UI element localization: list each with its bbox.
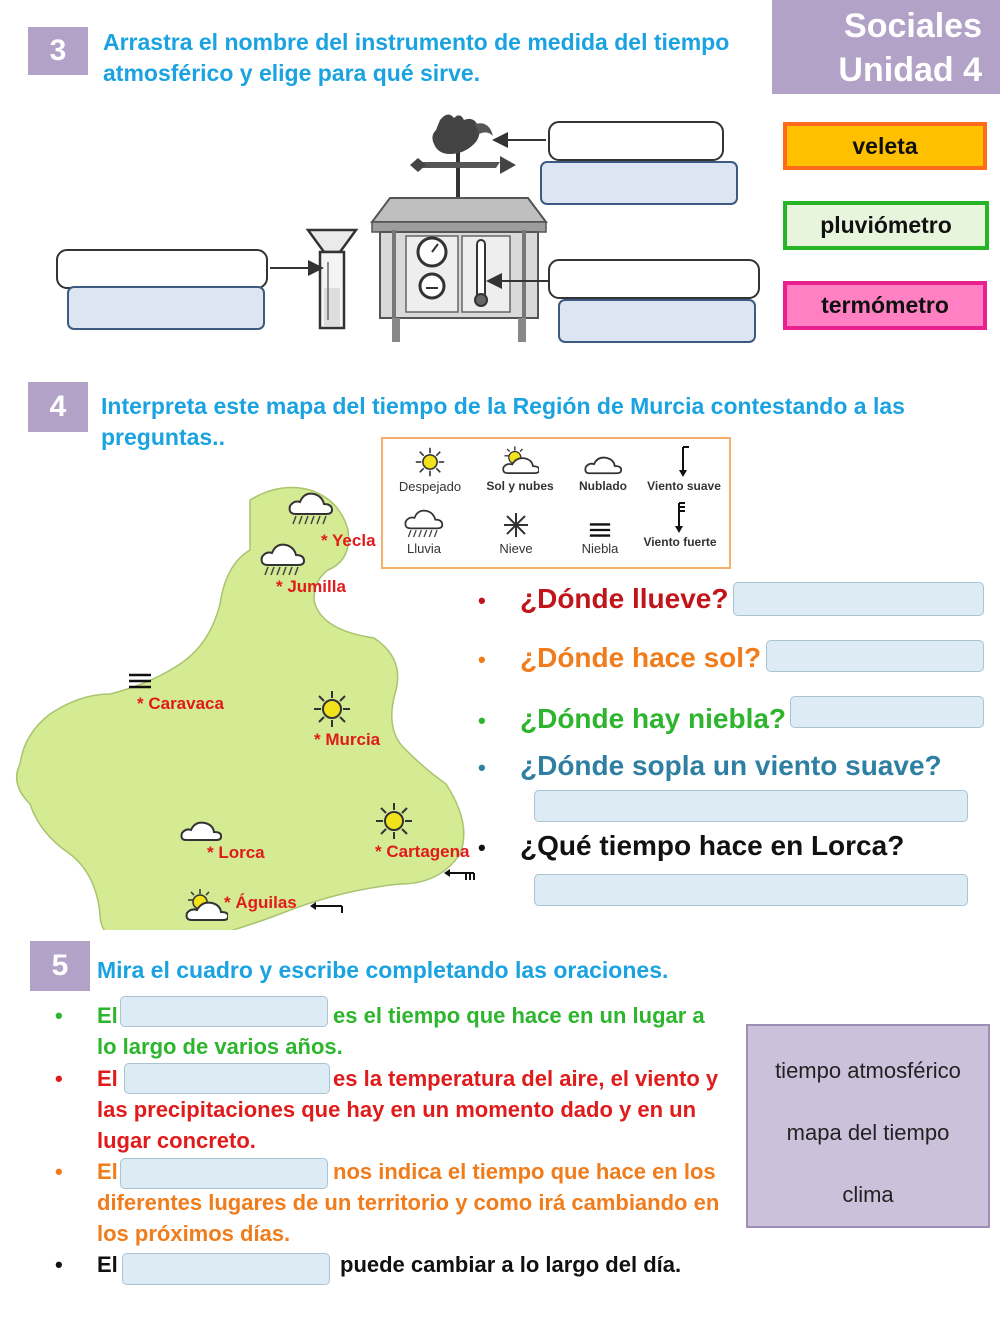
question-text: ¿Dónde sopla un viento suave? [520, 750, 942, 781]
sentence-line1: es el tiempo que hace en un lugar a [333, 1003, 705, 1028]
section-3-title: Arrastra el nombre del instrumento de medida del tiempo atmosférico y elige para qué sirve. [103, 29, 730, 86]
wind-soft-icon [677, 445, 691, 477]
city-label-murcia: * Murcia [314, 730, 381, 749]
drag-word-pluviometro[interactable]: pluviómetro [783, 201, 989, 250]
cloud-icon [584, 455, 622, 477]
word-bank [746, 1024, 990, 1228]
legend-label: Nublado [579, 479, 627, 493]
bullet: • [478, 834, 486, 860]
city-label-yecla: * Yecla [321, 531, 376, 550]
wind-soft-icon [310, 899, 344, 915]
wind-strong-icon [444, 866, 476, 882]
sentence-line3: los próximos días. [97, 1221, 291, 1246]
bullet: • [55, 1159, 63, 1184]
legend-item-nublado [558, 445, 648, 493]
drag-word-veleta[interactable]: veleta [783, 122, 987, 170]
question-text: ¿Dónde hace sol? [520, 642, 762, 673]
sun-icon [375, 802, 413, 840]
drop-zone-weathervane-purpose[interactable] [540, 161, 738, 205]
question-rain [478, 583, 728, 615]
unit-title: Unidad 4 [838, 51, 982, 89]
city-label-caravaca: * Caravaca [137, 694, 224, 713]
section-5-badge: 5 [30, 941, 90, 991]
legend-label: Despejado [398, 479, 462, 494]
drop-zone-raingauge-name[interactable] [56, 249, 268, 289]
sun-cloud-icon [184, 888, 228, 924]
legend-label: Viento fuerte [643, 535, 717, 549]
answer-input-lorca[interactable] [534, 874, 968, 906]
drop-zone-thermometer-purpose[interactable] [558, 299, 756, 343]
sun-icon [313, 690, 351, 728]
rain-icon [260, 543, 306, 577]
sun-cloud-icon [501, 445, 539, 477]
bullet: • [55, 1252, 63, 1277]
sentence-line2: diferentes lugares de un territorio y como irá cambiando en [97, 1190, 720, 1215]
sentence-line1: es la temperatura del aire, el viento y [333, 1066, 719, 1091]
legend-item-lluvia [379, 507, 469, 556]
drag-word-termometro[interactable]: termómetro [783, 281, 987, 330]
legend-label: Viento suave [647, 479, 721, 493]
legend-label: Nieve [499, 541, 533, 556]
answer-input-soft-wind[interactable] [534, 790, 968, 822]
city-label-aguilas: * Águilas [224, 893, 297, 912]
drop-zone-raingauge-purpose[interactable] [67, 286, 265, 330]
answer-input-rain[interactable] [733, 582, 984, 616]
drop-zone-weathervane-name[interactable] [548, 121, 724, 161]
bullet: • [55, 1066, 63, 1091]
answer-input-sun[interactable] [766, 640, 984, 672]
word-bank-item: mapa del tiempo [786, 1120, 950, 1145]
question-soft-wind [478, 750, 942, 782]
legend-item-viento-fuerte [635, 501, 725, 549]
rain-icon [404, 509, 444, 539]
city-label-cartagena: * Cartagena [375, 842, 470, 861]
city-label-jumilla: * Jumilla [276, 577, 346, 596]
sentence-line1: puede cambiar a lo largo del día. [340, 1252, 682, 1277]
bullet: • [478, 646, 486, 672]
subject-title: Sociales [844, 7, 982, 45]
word-bank-item: tiempo atmosférico [775, 1058, 961, 1083]
rain-icon [288, 492, 334, 526]
blank-input-1[interactable] [120, 996, 328, 1027]
sentence-pre: El [97, 1066, 118, 1091]
legend-label: Lluvia [407, 541, 441, 556]
legend-item-sol-y-nubes [475, 445, 565, 493]
word-bank-item: clima [842, 1182, 894, 1207]
weather-legend [381, 437, 731, 569]
section-4-title: Interpreta este mapa del tiempo de la Región de Murcia contestando a las preguntas.. [101, 393, 905, 450]
question-lorca [478, 830, 904, 862]
snow-icon [502, 511, 530, 539]
blank-input-2[interactable] [124, 1063, 330, 1094]
sentence-pre: El [97, 1252, 118, 1277]
blank-input-4[interactable] [122, 1253, 330, 1285]
bullet: • [478, 754, 486, 780]
legend-item-niebla [555, 507, 645, 556]
fog-icon [127, 672, 153, 690]
bullet: • [55, 1003, 63, 1028]
sentence-pre: El [97, 1159, 118, 1184]
section-4-badge: 4 [28, 382, 88, 432]
drop-zone-thermometer-name[interactable] [548, 259, 760, 299]
question-text: ¿Qué tiempo hace en Lorca? [520, 830, 905, 861]
legend-item-viento-suave [639, 445, 729, 493]
bullet: • [478, 587, 486, 613]
sentence-line2: las precipitaciones que hay en un momento dado y en un [97, 1097, 697, 1122]
sentence-line2: lo largo de varios años. [97, 1034, 343, 1059]
sentence-line3: lugar concreto. [97, 1128, 256, 1153]
sun-icon [415, 447, 445, 477]
fog-icon [588, 521, 612, 539]
question-text: ¿Dónde hay niebla? [520, 703, 787, 734]
legend-item-despejado [385, 445, 475, 494]
sentence-line1: nos indica el tiempo que hace en los [333, 1159, 716, 1184]
cloud-icon [180, 820, 222, 844]
question-sun [478, 642, 761, 674]
section-3-badge: 3 [28, 27, 88, 75]
legend-label: Niebla [581, 541, 619, 556]
sentence-pre: El [97, 1003, 118, 1028]
section-5-title: Mira el cuadro y escribe completando las oraciones. [97, 957, 669, 983]
answer-input-fog[interactable] [790, 696, 984, 728]
legend-label: Sol y nubes [486, 479, 554, 493]
wind-strong-icon [673, 501, 687, 533]
blank-input-3[interactable] [120, 1158, 328, 1189]
bullet: • [478, 707, 486, 733]
question-text: ¿Dónde llueve? [520, 583, 729, 614]
question-fog [478, 703, 786, 735]
legend-item-nieve [471, 507, 561, 556]
city-label-lorca: * Lorca [207, 843, 265, 862]
